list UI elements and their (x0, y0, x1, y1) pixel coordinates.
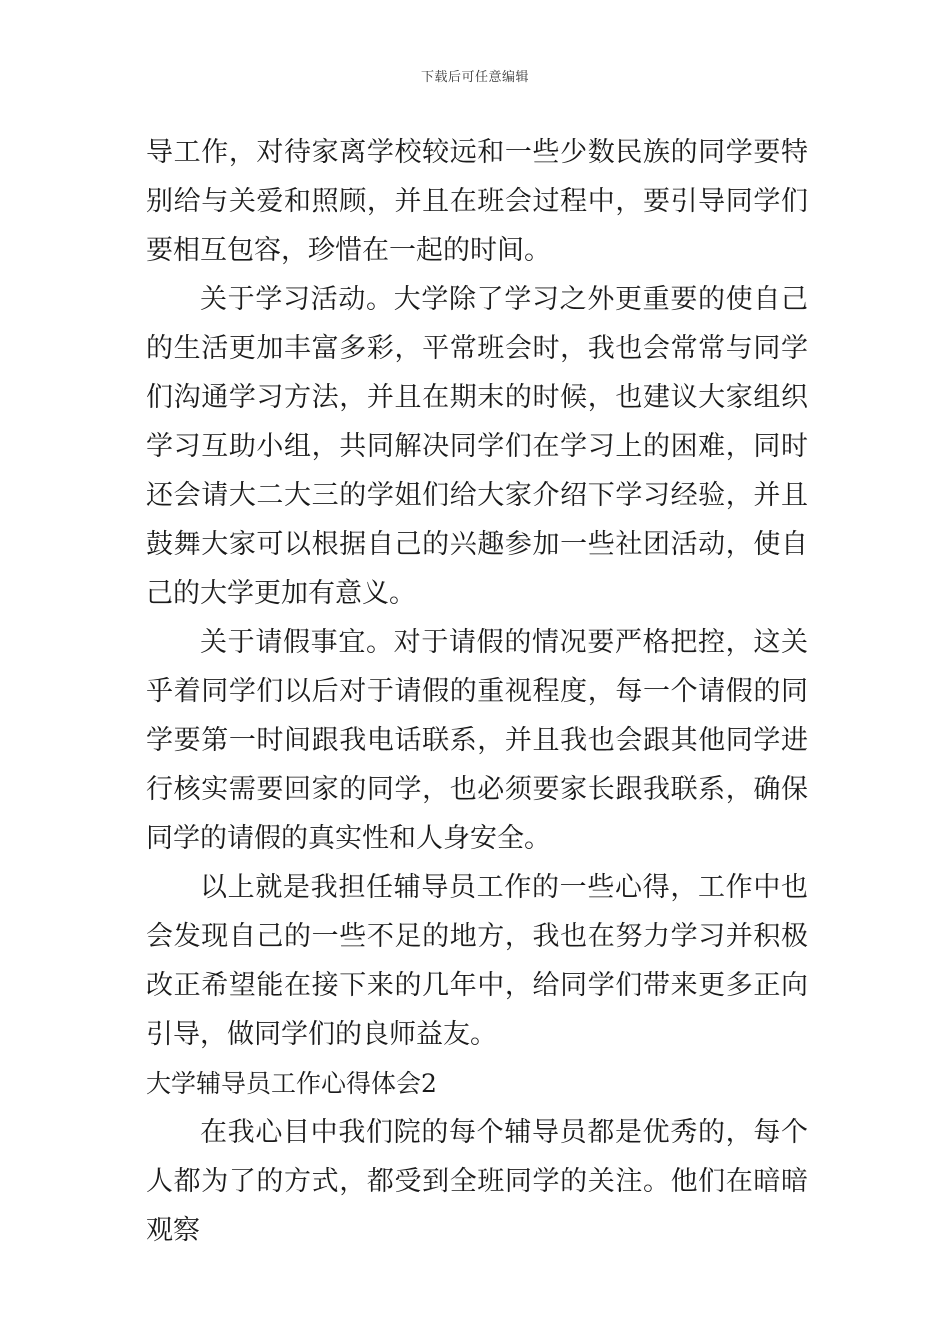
paragraph-continuation: 导工作，对待家离学校较远和一些少数民族的同学要特别给与关爱和照顾，并且在班会过程中，要引导同学们要相互包容，珍惜在一起的时间。 (146, 137, 808, 266)
paragraph-leave-matters: 关于请假事宜。对于请假的情况要严格把控，这关乎着同学们以后对于请假的重视程度，每一个请假的同学要第一时间跟我电话联系，并且我也会跟其他同学进行核实需要回家的同学，也必须要家长跟我联系，确保同学的请假的真实性和人身安全。 (146, 627, 808, 854)
paragraph-section2-intro: 在我心目中我们院的每个辅导员都是优秀的，每个人都为了的方式，都受到全班同学的关注。他们在暗暗观察 (146, 1117, 808, 1246)
section-heading: 大学辅导员工作心得体会2 (146, 1069, 437, 1098)
paragraph-study-activities: 关于学习活动。大学除了学习之外更重要的使自己的生活更加丰富多彩，平常班会时，我也会常常与同学们沟通学习方法，并且在期末的时候，也建议大家组织学习互助小组，共同解决同学们在学习上的困难，同时还会请大二大三的学姐们给大家介绍下学习经验，并且鼓舞大家可以根据自己的兴趣参加一些社团活动，使自己的大学更加有意义。 (146, 284, 808, 609)
paragraph-summary: 以上就是我担任辅导员工作的一些心得，工作中也会发现自己的一些不足的地方，我也在努力学习并积极改正希望能在接下来的几年中，给同学们带来更多正向引导，做同学们的良师益友。 (146, 872, 808, 1050)
document-body (146, 128, 808, 1255)
page-header-note: 下载后可任意编辑 (420, 70, 529, 85)
